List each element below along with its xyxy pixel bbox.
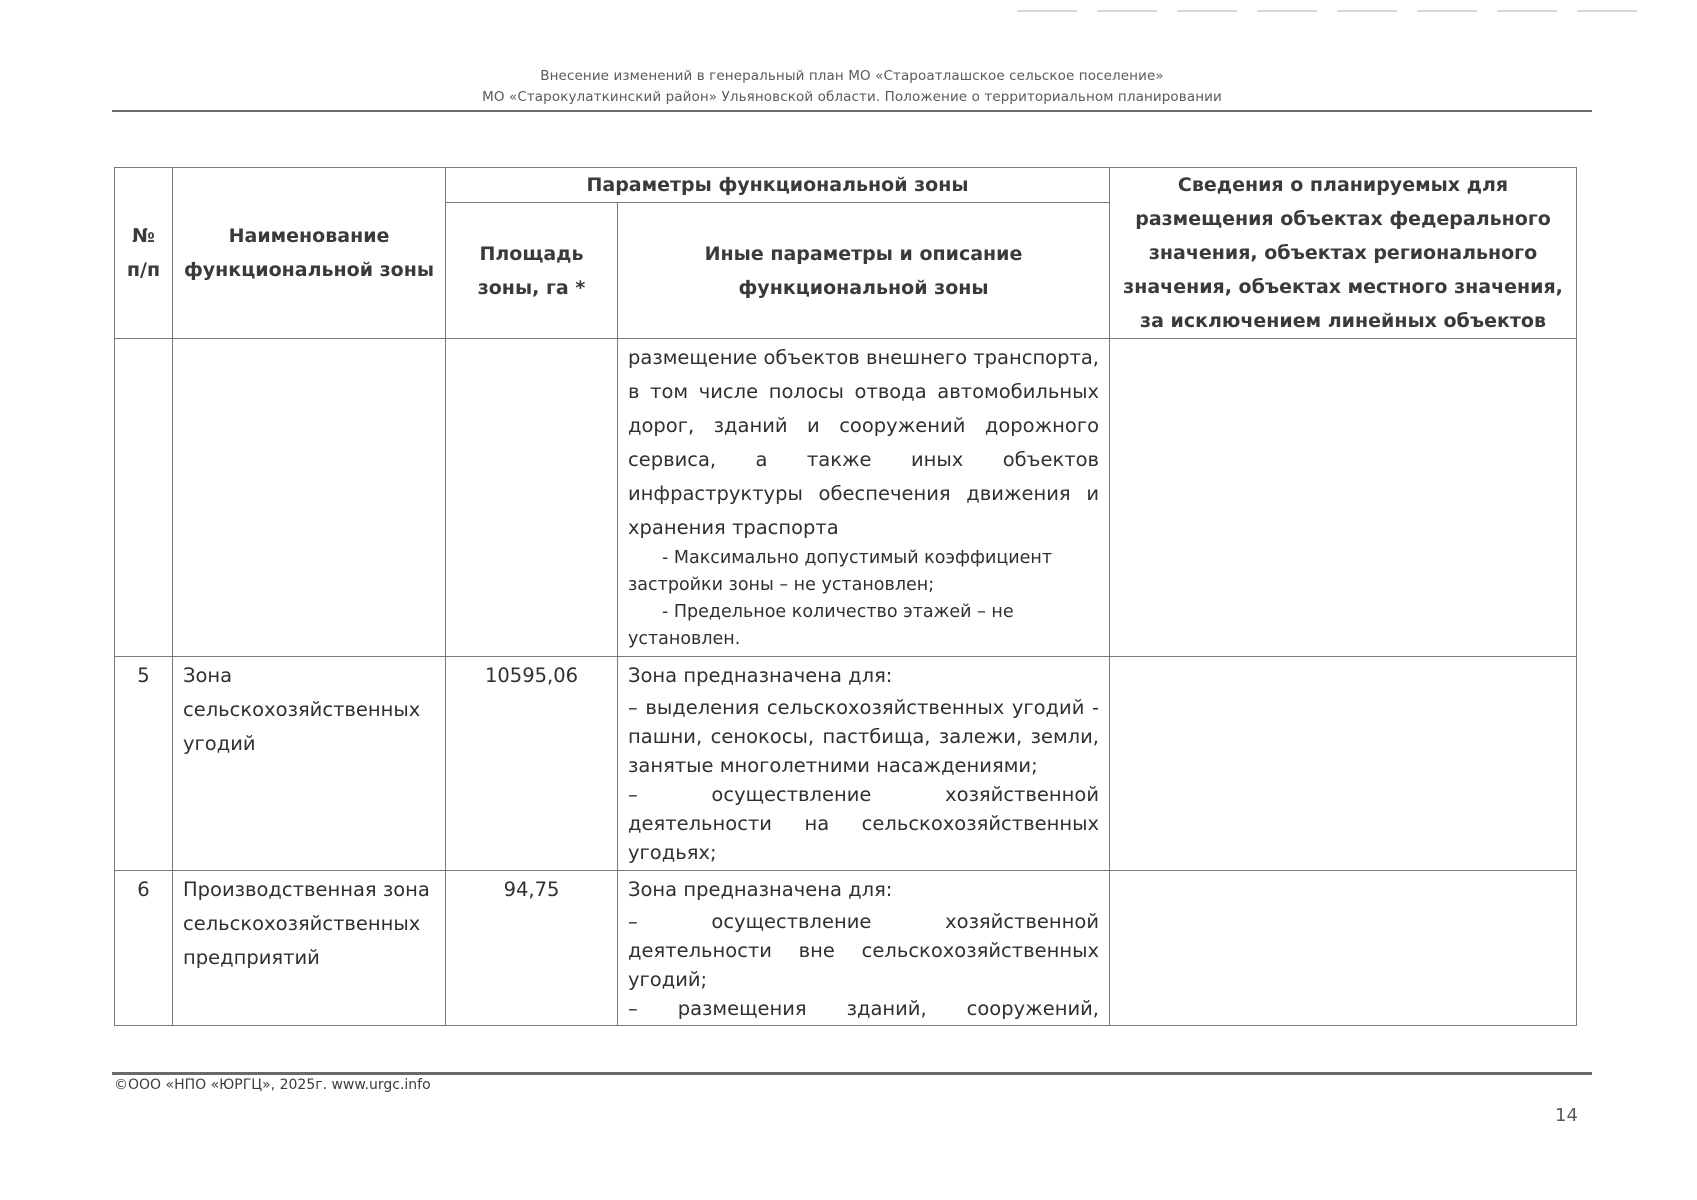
header-line-1: Внесение изменений в генеральный план МО «Староатлашское сельское поселение»: [540, 68, 1164, 84]
functional-zones-table: [114, 167, 1577, 1026]
footer-copyright: ©ООО «НПО «ЮРГЦ», 2025г. www.urgc.info: [114, 1077, 431, 1093]
header-line-2: МО «Старокулаткинский район» Ульяновской области. Положение о территориальном планировании: [482, 89, 1222, 105]
note-floors: - Предельное количество этажей – не: [662, 602, 1014, 622]
row-area: 10595,06: [446, 657, 618, 871]
col-header-zone-name: Наименование функциональной зоны: [173, 168, 446, 339]
desc-intro: Зона предназначена для:: [628, 664, 893, 687]
row-objects: [1110, 871, 1577, 1026]
col-header-other-params: Иные параметры и описание функциональной зоны: [618, 203, 1110, 339]
col-header-num: № п/п: [115, 168, 173, 339]
footer-divider: [112, 1072, 1592, 1075]
scan-artifact: [1017, 10, 1637, 12]
table-row: [115, 871, 1577, 1026]
col-header-area: Площадь зоны, га *: [446, 203, 618, 339]
desc-paragraph: – осуществление хозяйственной деятельности вне сельскохозяйственных угодий;: [628, 910, 1100, 991]
col-header-objects: Сведения о планируемых для размещения объектах федерального значения, объектах регионального значения, объектах местного значения, за исключением линейных объектов: [1110, 168, 1577, 339]
desc-line: хранения траспорта: [628, 516, 839, 539]
desc-line: сервиса, а также иных объектов: [628, 448, 1100, 471]
row-description: [618, 871, 1110, 1026]
desc-intro: Зона предназначена для:: [628, 878, 893, 901]
row-description: [618, 657, 1110, 871]
desc-line: размещение объектов внешнего транспорта,: [628, 346, 1100, 369]
desc-line: инфраструктуры обеспечения движения и: [628, 482, 1100, 505]
desc-line: в том числе полосы отвода автомобильных: [628, 380, 1100, 403]
table-row: [115, 657, 1577, 871]
note-floors-cont: установлен.: [628, 629, 741, 649]
document-header: [112, 66, 1592, 108]
desc-paragraph: – осуществление хозяйственной деятельности на сельскохозяйственных угодьях;: [628, 783, 1100, 864]
desc-paragraph: – выделения сельскохозяйственных угодий - пашни, сенокосы, пастбища, залежи, земли, занятые многолетними насаждениями;: [628, 696, 1100, 777]
header-divider: [112, 110, 1592, 112]
row-num: [115, 339, 173, 657]
row-objects: [1110, 657, 1577, 871]
row-num: 6: [115, 871, 173, 1026]
row-description: [618, 339, 1110, 657]
row-area: 94,75: [446, 871, 618, 1026]
note-coefficient: - Максимально допустимый коэффициент: [662, 548, 1053, 568]
row-objects: [1110, 339, 1577, 657]
table-row: [115, 339, 1577, 657]
col-header-params-group: Параметры функциональной зоны: [446, 168, 1110, 203]
row-area: [446, 339, 618, 657]
row-zone-name: Производственная зона сельскохозяйственных предприятий: [173, 871, 446, 1026]
row-zone-name: [173, 339, 446, 657]
desc-line: дорог, зданий и сооружений дорожного: [628, 414, 1100, 437]
row-num: 5: [115, 657, 173, 871]
row-zone-name: Зона сельскохозяйственных угодий: [173, 657, 446, 871]
page-number: 14: [1555, 1105, 1578, 1126]
desc-paragraph: – размещения зданий, сооружений,: [628, 997, 1100, 1020]
note-coefficient-cont: застройки зоны – не установлен;: [628, 575, 935, 595]
